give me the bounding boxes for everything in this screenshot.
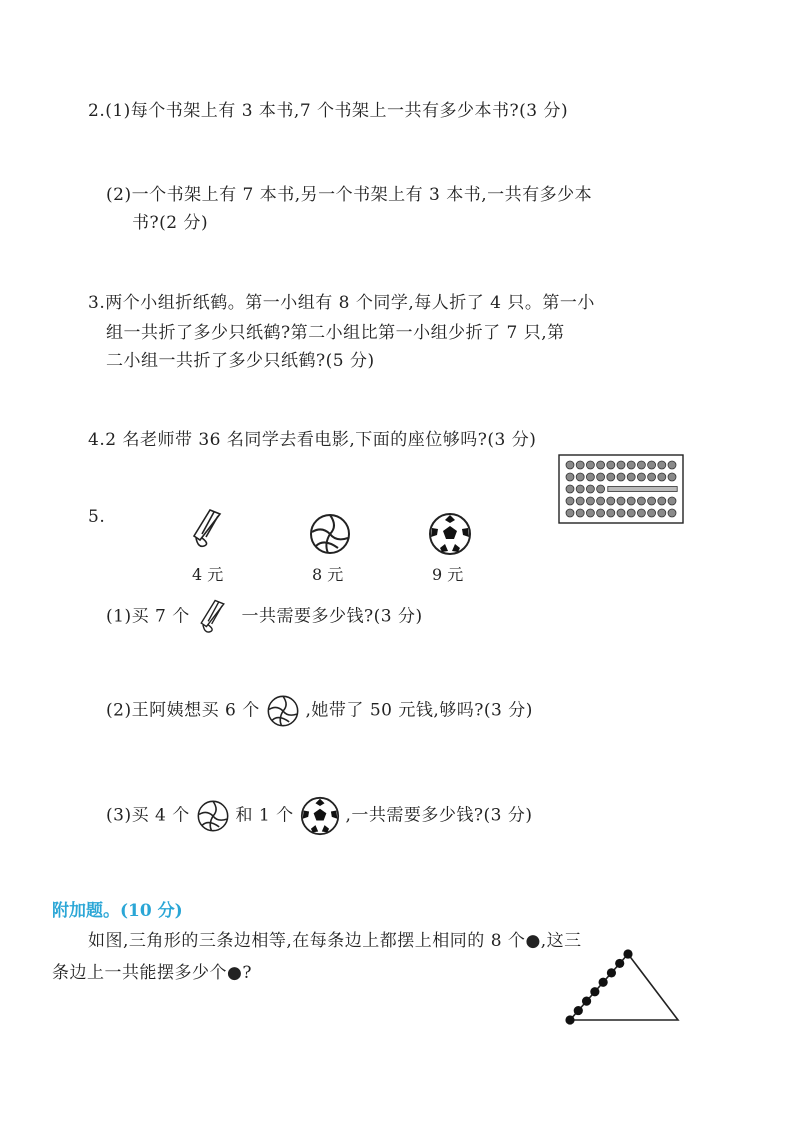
triangle-dot xyxy=(574,1006,583,1015)
q5-part1-text-b: 一共需要多少钱?(3 分) xyxy=(241,606,423,627)
bonus-line2-text-a: 条边上一共能摆多少个 xyxy=(52,963,227,983)
bonus-line2 xyxy=(52,958,252,983)
seating-chart-figure xyxy=(558,454,684,524)
q3-line3: 二小组一共折了多少只纸鹤?(5 分) xyxy=(106,351,375,371)
seat-mark xyxy=(566,461,574,469)
seat-mark xyxy=(586,485,594,493)
soccer-ball-icon xyxy=(300,796,340,836)
seat-mark xyxy=(617,461,625,469)
q2-part2-line2: 书?(2 分) xyxy=(132,213,209,233)
bonus-line1-text-b: ,这三 xyxy=(540,931,582,951)
q5-part3-text-c: ,一共需要多少钱?(3 分) xyxy=(345,805,533,826)
seat-mark xyxy=(617,497,625,505)
q2-part2-line1: (2)一个书架上有 7 本书,另一个书架上有 3 本书,一共有多少本 xyxy=(106,185,593,205)
q5-part3-text-a: (3)买 4 个 xyxy=(106,805,190,826)
q4-text: 4.2 名老师带 36 名同学去看电影,下面的座位够吗?(3 分) xyxy=(88,430,537,450)
q5-part2 xyxy=(106,694,533,728)
seat-mark xyxy=(576,461,584,469)
triangle-dot xyxy=(607,968,616,977)
seat-mark xyxy=(566,509,574,517)
triangle-dot xyxy=(599,978,608,987)
seat-mark xyxy=(658,461,666,469)
soccer-ball-icon xyxy=(428,512,472,556)
seat-mark xyxy=(576,485,584,493)
seat-mark xyxy=(576,497,584,505)
aisle-bar xyxy=(608,487,677,492)
triangle-dot xyxy=(565,1015,574,1024)
seat-mark xyxy=(658,509,666,517)
seat-mark xyxy=(576,509,584,517)
seat-mark xyxy=(586,497,594,505)
seat-mark xyxy=(597,485,605,493)
seat-mark xyxy=(586,461,594,469)
seat-mark xyxy=(607,461,615,469)
dot-icon: ● xyxy=(525,931,541,951)
seat-mark xyxy=(648,473,656,481)
triangle-dot xyxy=(615,959,624,968)
seat-mark xyxy=(668,497,676,505)
seat-mark xyxy=(617,473,625,481)
triangle-dot xyxy=(590,987,599,996)
volleyball-price: 8 元 xyxy=(312,565,344,584)
triangle-dots-figure xyxy=(560,940,684,1028)
triangle-dot xyxy=(582,997,591,1006)
seat-mark xyxy=(668,473,676,481)
seat-mark xyxy=(637,473,645,481)
q2-part1-text: 2.(1)每个书架上有 3 本书,7 个书架上一共有多少本书?(3 分) xyxy=(88,101,569,121)
seat-mark xyxy=(637,497,645,505)
seat-mark xyxy=(627,461,635,469)
q3-line1: 3.两个小组折纸鹤。第一小组有 8 个同学,每人折了 4 只。第一小 xyxy=(88,293,595,313)
soccer-ball-price: 9 元 xyxy=(432,565,464,584)
q5-number: 5. xyxy=(88,507,106,527)
seat-mark xyxy=(648,509,656,517)
seat-mark xyxy=(627,509,635,517)
seat-mark xyxy=(597,497,605,505)
q3-line2: 组一共折了多少只纸鹤?第二小组比第一小组少折了 7 只,第 xyxy=(106,323,565,343)
volleyball-icon xyxy=(266,694,300,728)
seat-mark xyxy=(637,461,645,469)
seat-mark xyxy=(648,497,656,505)
seat-mark xyxy=(586,509,594,517)
seat-mark xyxy=(607,473,615,481)
bonus-title: 附加题。(10 分) xyxy=(52,901,183,921)
seat-mark xyxy=(607,509,615,517)
bonus-line1-text-a: 如图,三角形的三条边相等,在每条边上都摆上相同的 8 个 xyxy=(88,931,526,951)
seat-mark xyxy=(658,473,666,481)
triangle-dot xyxy=(623,949,632,958)
q5-part3-text-b: 和 1 个 xyxy=(235,805,294,826)
q5-part1-text-a: (1)买 7 个 xyxy=(106,606,190,627)
seat-mark xyxy=(617,509,625,517)
shuttlecock-icon xyxy=(196,596,236,638)
bonus-line2-text-b: ? xyxy=(242,963,252,983)
q5-part3 xyxy=(106,796,532,836)
q5-part2-text-a: (2)王阿姨想买 6 个 xyxy=(106,700,260,721)
seat-mark xyxy=(637,509,645,517)
seat-mark xyxy=(597,461,605,469)
seat-mark xyxy=(648,461,656,469)
seat-mark xyxy=(597,473,605,481)
seat-mark xyxy=(668,509,676,517)
seat-mark xyxy=(668,461,676,469)
seat-mark xyxy=(658,497,666,505)
seat-mark xyxy=(566,473,574,481)
seat-mark xyxy=(597,509,605,517)
seat-mark xyxy=(586,473,594,481)
seat-mark xyxy=(607,497,615,505)
volleyball-icon xyxy=(308,512,352,556)
seat-mark xyxy=(566,485,574,493)
volleyball-icon xyxy=(196,799,230,833)
shuttlecock-icon xyxy=(188,506,234,552)
seat-mark xyxy=(576,473,584,481)
shuttlecock-price: 4 元 xyxy=(192,565,224,584)
q5-part1 xyxy=(106,596,423,638)
bonus-line1 xyxy=(88,926,582,951)
seat-mark xyxy=(627,473,635,481)
seat-mark xyxy=(627,497,635,505)
seat-mark xyxy=(566,497,574,505)
q5-part2-text-b: ,她带了 50 元钱,够吗?(3 分) xyxy=(305,700,533,721)
dot-icon: ● xyxy=(227,963,243,983)
